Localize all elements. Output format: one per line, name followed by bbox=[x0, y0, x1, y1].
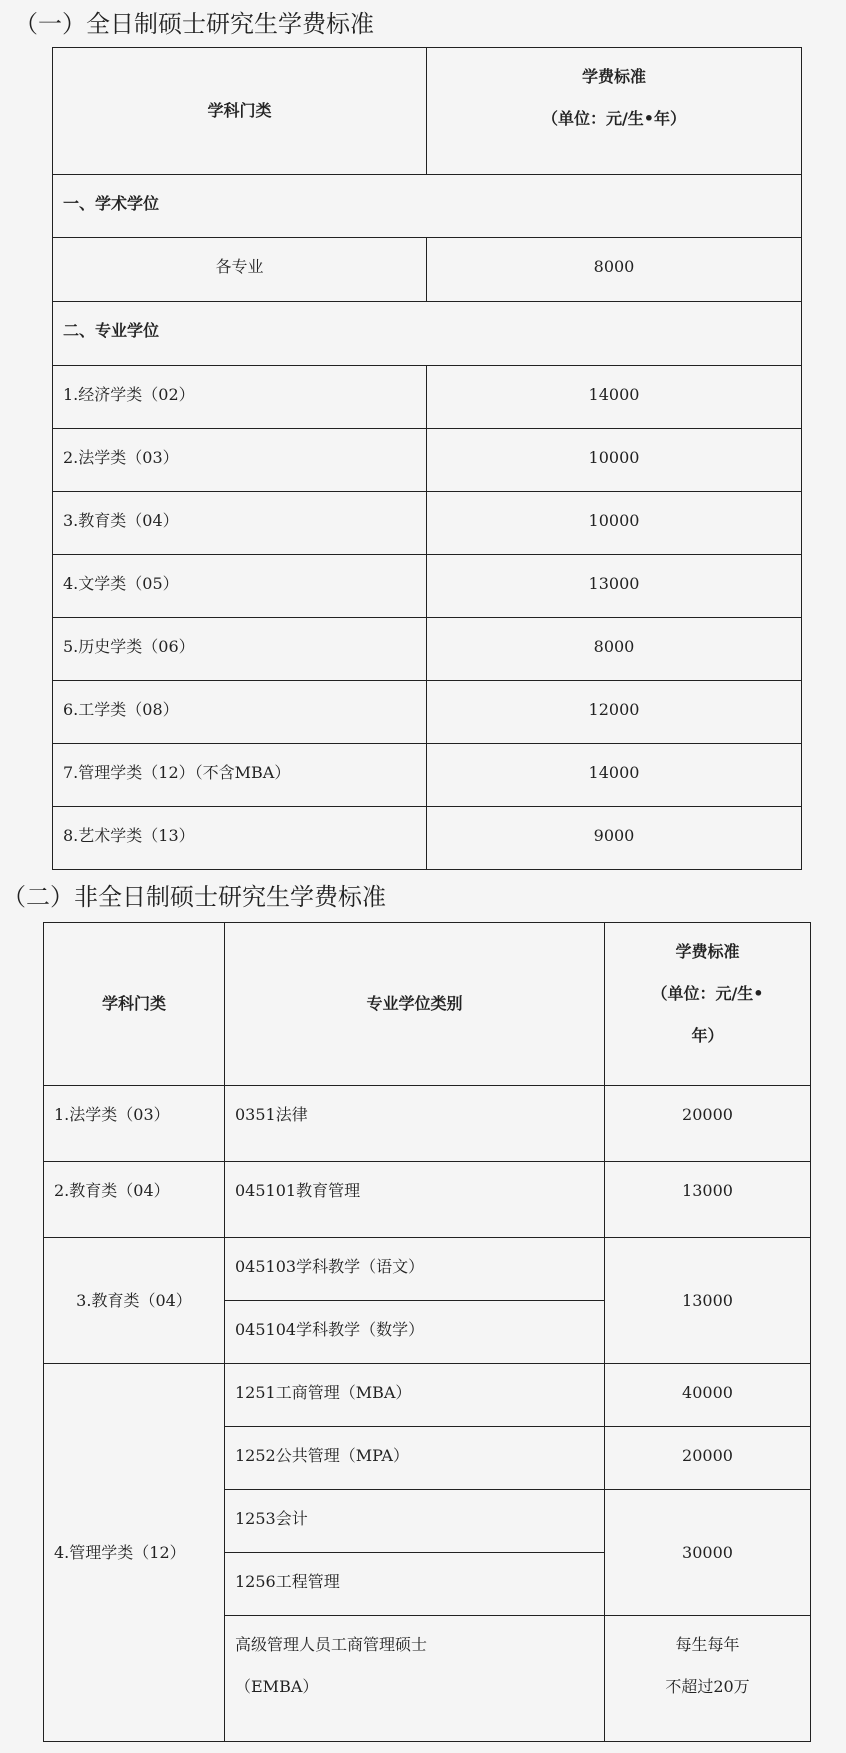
program-law: 0351法律 bbox=[225, 1086, 605, 1162]
header-discipline: 学科门类 bbox=[53, 48, 427, 175]
header-fee-title: 学费标准 bbox=[675, 942, 740, 961]
fee-education-2: 13000 bbox=[605, 1238, 811, 1364]
header-fee-title: 学费标准 bbox=[581, 67, 646, 86]
category-management: 4.管理学类（12） bbox=[44, 1364, 225, 1742]
table-row bbox=[53, 555, 802, 618]
academic-label: 各专业 bbox=[53, 238, 427, 302]
program-emba-abbr: （EMBA） bbox=[235, 1677, 319, 1696]
row-label: 5.历史学类（06） bbox=[53, 618, 427, 681]
table-row bbox=[53, 744, 802, 807]
table-row bbox=[53, 807, 802, 870]
row-fee: 13000 bbox=[427, 555, 802, 618]
program-mba: 1251工商管理（MBA） bbox=[225, 1364, 605, 1427]
header-fee-unit: （单位：元/生•年） bbox=[541, 109, 687, 128]
table-row bbox=[53, 618, 802, 681]
fee-mba: 40000 bbox=[605, 1364, 811, 1427]
table-row bbox=[44, 1238, 811, 1301]
table-row bbox=[53, 429, 802, 492]
fee-law: 20000 bbox=[605, 1086, 811, 1162]
header-fee-standard bbox=[605, 923, 811, 1086]
fee-emba-line1: 每生每年 bbox=[675, 1635, 740, 1654]
program-emba bbox=[225, 1616, 605, 1742]
row-label: 1.经济学类（02） bbox=[53, 366, 427, 429]
program-teaching-math: 045104学科教学（数学） bbox=[225, 1301, 605, 1364]
part-time-fee-table bbox=[43, 922, 811, 1742]
row-label: 4.文学类（05） bbox=[53, 555, 427, 618]
section-professional-degree: 二、专业学位 bbox=[53, 302, 802, 366]
row-fee: 8000 bbox=[427, 618, 802, 681]
section-row-professional bbox=[53, 302, 802, 366]
header-fee-unit: （单位：元/生• bbox=[651, 984, 764, 1003]
table-row bbox=[53, 366, 802, 429]
row-fee: 10000 bbox=[427, 429, 802, 492]
section-heading-full-time: （一）全日制硕士研究生学费标准 bbox=[14, 10, 374, 38]
row-label: 8.艺术学类（13） bbox=[53, 807, 427, 870]
program-engineering-management: 1256工程管理 bbox=[225, 1553, 605, 1616]
fee-emba bbox=[605, 1616, 811, 1742]
program-accounting: 1253会计 bbox=[225, 1490, 605, 1553]
table-row bbox=[44, 1162, 811, 1238]
row-fee: 14000 bbox=[427, 366, 802, 429]
full-time-fee-table bbox=[52, 47, 802, 870]
table-row bbox=[44, 1364, 811, 1427]
fee-mpa: 20000 bbox=[605, 1427, 811, 1490]
table-row bbox=[53, 492, 802, 555]
table-row bbox=[53, 681, 802, 744]
category-law: 1.法学类（03） bbox=[44, 1086, 225, 1162]
row-label: 2.法学类（03） bbox=[53, 429, 427, 492]
header-discipline: 学科门类 bbox=[44, 923, 225, 1086]
table-row bbox=[44, 1086, 811, 1162]
program-education-management: 045101教育管理 bbox=[225, 1162, 605, 1238]
row-fee: 10000 bbox=[427, 492, 802, 555]
section-heading-part-time: （二）非全日制硕士研究生学费标准 bbox=[2, 883, 386, 911]
program-mpa: 1252公共管理（MPA） bbox=[225, 1427, 605, 1490]
table-header-row bbox=[44, 923, 811, 1086]
section-academic-degree: 一、学术学位 bbox=[53, 175, 802, 238]
category-education-1: 2.教育类（04） bbox=[44, 1162, 225, 1238]
row-fee: 14000 bbox=[427, 744, 802, 807]
row-label: 6.工学类（08） bbox=[53, 681, 427, 744]
row-fee: 9000 bbox=[427, 807, 802, 870]
row-label: 7.管理学类（12）（不含MBA） bbox=[53, 744, 427, 807]
category-education-2: 3.教育类（04） bbox=[44, 1238, 225, 1364]
row-fee: 12000 bbox=[427, 681, 802, 744]
fee-accounting-engineering: 30000 bbox=[605, 1490, 811, 1616]
row-label: 3.教育类（04） bbox=[53, 492, 427, 555]
table-row bbox=[53, 238, 802, 302]
program-teaching-chinese: 045103学科教学（语文） bbox=[225, 1238, 605, 1301]
section-row-academic bbox=[53, 175, 802, 238]
header-fee-unit-cont: 年） bbox=[691, 1026, 724, 1045]
header-fee-standard bbox=[427, 48, 802, 175]
header-degree-type: 专业学位类别 bbox=[225, 923, 605, 1086]
academic-fee: 8000 bbox=[427, 238, 802, 302]
program-emba-name: 高级管理人员工商管理硕士 bbox=[235, 1635, 428, 1654]
fee-education-1: 13000 bbox=[605, 1162, 811, 1238]
fee-emba-line2: 不超过20万 bbox=[665, 1677, 750, 1696]
table-header-row bbox=[53, 48, 802, 175]
